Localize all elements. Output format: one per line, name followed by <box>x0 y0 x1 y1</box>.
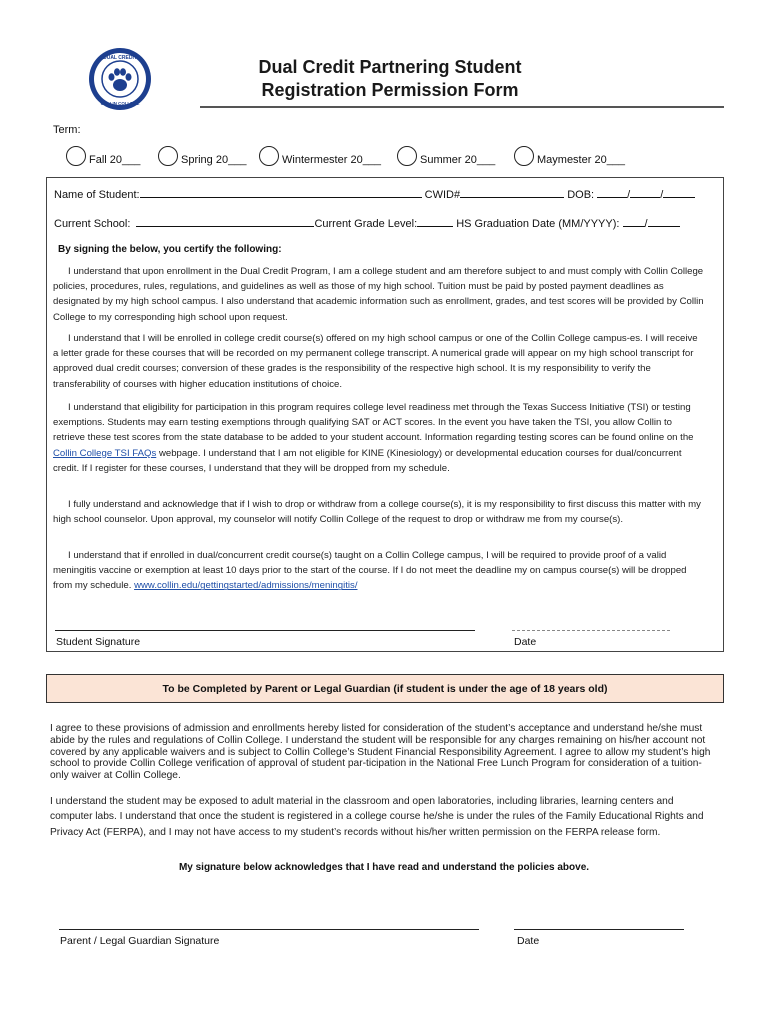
guardian-banner: To be Completed by Parent or Legal Guardian (if student is under the age of 18 years old) <box>46 674 724 703</box>
grad-month-field[interactable] <box>623 216 645 227</box>
college-logo <box>88 47 152 111</box>
svg-text:DUAL CREDIT: DUAL CREDIT <box>103 55 137 61</box>
title-line-2: Registration Permission Form <box>261 80 519 100</box>
guardian-date-label: Date <box>517 935 540 947</box>
dob-separator: / <box>660 189 664 201</box>
student-signature-label: Student Signature <box>56 636 141 648</box>
term-option-spring[interactable] <box>158 144 246 166</box>
title-divider <box>200 106 724 108</box>
guardian-date-line[interactable] <box>514 929 684 930</box>
grad-year-field[interactable] <box>648 216 680 227</box>
certify-paragraph-2: I understand that I will be enrolled in college credit course(s) offered on my high school campus or one of the Collin College campus-es. I will receive a letter grade for these courses that will be recorded on my permanent college transcript. A numerical grade will appear on my high school transcript for approved dual credit courses; conversion of these grades is the responsibility of the respective high school. It is my responsibility to verify the transferability of courses with higher education institutions of choice. <box>53 333 698 390</box>
certify-paragraph-5: I understand that if enrolled in dual/concurrent credit course(s) taught on a Collin College campus, I will be required to provide proof of a valid meningitis vaccine or exemption at least 10 days prior to the start of the course. If I do not meet the deadline my on campus course(s) will be dropped from my schedule. www.collin.edu/gettingstarted/admissions/meningitis/ <box>53 550 687 592</box>
acknowledgement: My signature below acknowledges that I have read and understand the policies above. <box>178 862 590 873</box>
guardian-signature-line[interactable] <box>59 929 479 930</box>
meningitis-link[interactable]: www.collin.edu/gettingstarted/admissions/meningitis/ <box>134 580 358 592</box>
term-option-label: Summer 20___ <box>420 154 496 166</box>
certify-paragraph-4: I fully understand and acknowledge that if I wish to drop or withdraw from a college course(s), it is my responsibility to first discuss this matter with my high school counselor. Upon approval, my counselor will notify Collin College of the request to drop or withdraw me from my course(s). <box>53 499 701 526</box>
graduation-date-label: HS Graduation Date (MM/YYYY): <box>456 218 620 230</box>
certify-paragraph-1: I understand that upon enrollment in the Dual Credit Program, I am a college student and am therefore subject to and must comply with Collin College policies, procedures, rules, regulations, and guidelines as well as those of my high school. Tuition must be paid by posted payment deadlines as designated by my high school campus. I also understand that academic information such as enrollment, grades, and test scores will be provided by Collin College to my corresponding high school upon request. <box>53 266 704 323</box>
dob-year-field[interactable] <box>663 187 695 198</box>
term-option-label: Maymester 20___ <box>537 154 626 166</box>
student-signature-line[interactable] <box>55 630 475 631</box>
certify-heading: By signing the below, you certify the following: <box>58 244 282 255</box>
term-option-summer[interactable] <box>397 144 495 166</box>
radio-wintermester[interactable] <box>259 146 279 166</box>
radio-spring[interactable] <box>158 146 178 166</box>
student-date-line[interactable] <box>512 630 670 631</box>
term-option-fall[interactable] <box>66 144 140 166</box>
guardian-signature-label: Parent / Legal Guardian Signature <box>60 935 220 947</box>
term-option-maymester[interactable] <box>514 144 625 166</box>
dob-separator: / <box>627 189 631 201</box>
dob-day-field[interactable] <box>630 187 660 198</box>
grade-level-field[interactable] <box>417 216 453 227</box>
dob-month-field[interactable] <box>597 187 627 198</box>
tsi-faqs-link[interactable]: Collin College TSI FAQs <box>53 447 157 459</box>
term-option-label: Fall 20___ <box>89 154 141 166</box>
certify-paragraph-3: I understand that eligibility for participation in this program requires college level readiness met through the Texas Success Initiative (TSI) or testing exemptions. Students may earn testing exemptions through qualifying SAT or ACT scores. In the event you have taken the TSI, you allow Collin to retrieve these test scores from the state database to be added to your student account. Information regarding testing scores can be found online on the Collin College TSI FAQs webpage. I understand that I am not eligible for KINE (Kinesiology) or developmental education courses for dual/concurrent credit. If I register for these courses, I understand that they will be dropped from my schedule. <box>53 402 694 474</box>
school-info-row <box>54 216 680 230</box>
term-option-label: Wintermester 20___ <box>282 154 382 166</box>
student-name-label: Name of Student: <box>54 189 140 201</box>
radio-summer[interactable] <box>397 146 417 166</box>
student-date-label: Date <box>514 636 537 648</box>
dob-label: DOB: <box>567 189 595 201</box>
radio-fall[interactable] <box>66 146 86 166</box>
term-option-wintermester[interactable] <box>259 144 381 166</box>
page-title <box>200 56 580 102</box>
term-option-label: Spring 20___ <box>181 154 247 166</box>
guardian-paragraph-2: I understand the student may be exposed to adult material in the classroom and open laboratories, including libraries, learning centers and computer labs. I understand that once the student is registered in a college course he/she is under the rules of the Family Educational Rights and Privacy Act (FERPA), and I may not have access to my student’s records without his/her written permission on the FERPA release form. <box>50 796 704 838</box>
current-school-label: Current School: <box>54 218 131 230</box>
term-label: Term: <box>53 124 81 136</box>
cwid-field[interactable] <box>460 187 564 198</box>
student-info-row <box>54 187 695 201</box>
title-line-1: Dual Credit Partnering Student <box>258 57 522 77</box>
radio-maymester[interactable] <box>514 146 534 166</box>
current-school-field[interactable] <box>136 216 314 227</box>
grade-level-label: Current Grade Level: <box>314 218 418 230</box>
svg-text:COLLIN COLLEGE: COLLIN COLLEGE <box>100 101 140 106</box>
guardian-paragraph-1: I agree to these provisions of admission and enrollments hereby listed for consideration of the student’s acceptance and understand he/she must abide by the rules and regulations of Collin College. I understand the student will be responsible for any charges remaining on his/her account not covered by any applicable waivers and is subject to Collin College’s Student Financial Responsibility Agreement. I agree to allow my student’s high school to provide Collin College verification of approval of student par-ticipation in the National Free Lunch Program for consideration of a tuition-only waiver at Collin College. <box>50 723 711 782</box>
grad-separator: / <box>644 218 648 230</box>
cwid-label: CWID# <box>424 189 461 201</box>
student-name-field[interactable] <box>140 187 422 198</box>
